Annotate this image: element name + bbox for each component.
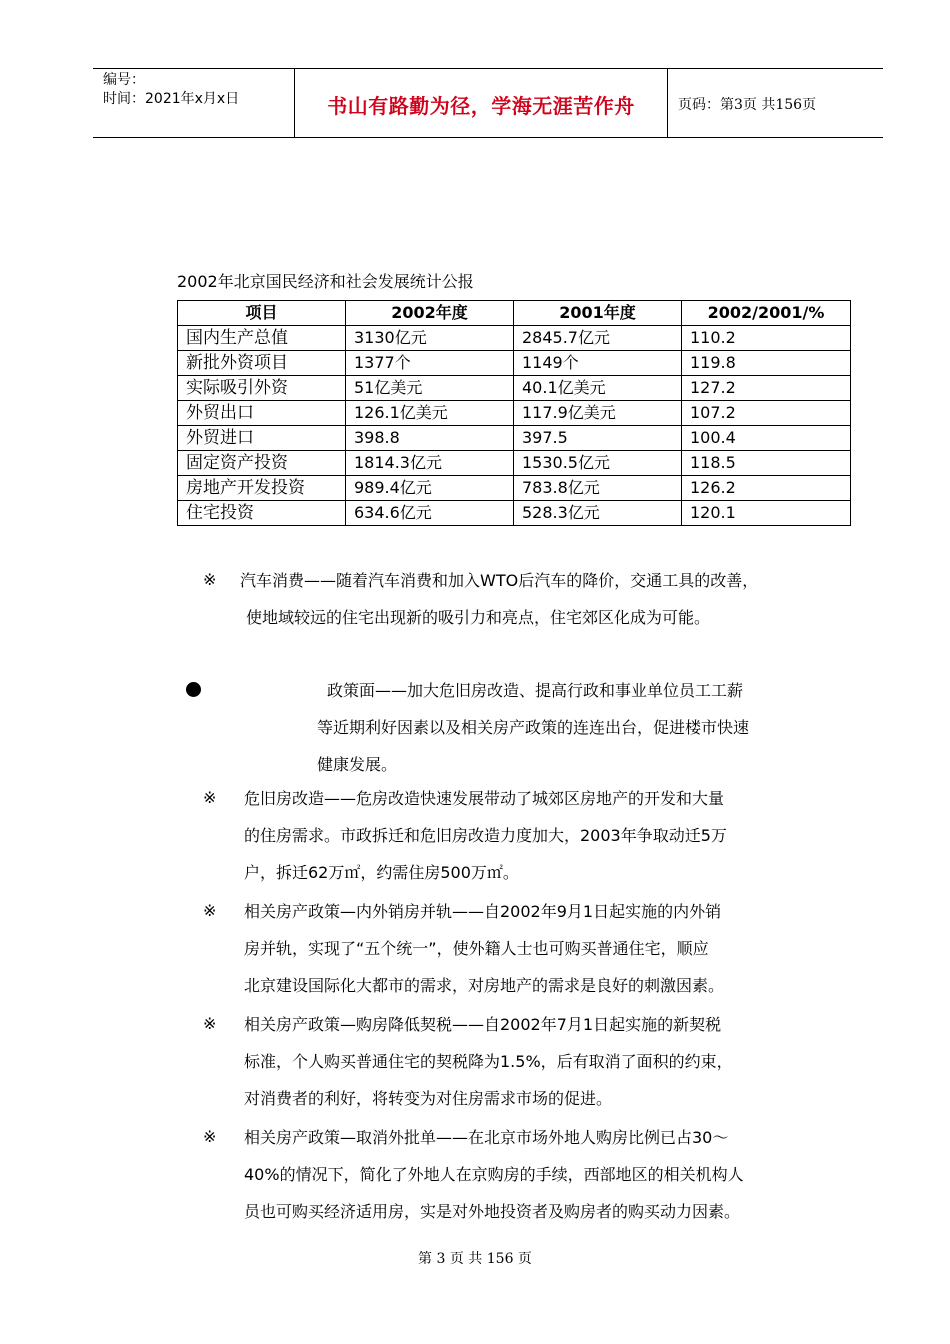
- table-row: [178, 326, 851, 351]
- text-line: 标准，个人购买普通住宅的契税降为1.5%，后有取消了面积的约束，: [244, 1052, 733, 1071]
- table-row: [178, 476, 851, 501]
- text-line: 对消费者的利好，将转变为对住房需求市场的促进。: [244, 1089, 613, 1108]
- text-line: 房并轨，实现了“五个统一”，使外籍人士也可购买普通住宅，顺应: [244, 939, 709, 958]
- text-line: 汽车消费——随着汽车消费和加入WTO后汽车的降价，交通工具的改善，: [240, 571, 759, 590]
- table-cell: 528.3亿元: [514, 501, 682, 526]
- text-line: 户，拆迁62万㎡，约需住房500万㎡。: [244, 863, 519, 882]
- reference-mark: ※: [203, 901, 217, 920]
- table-cell: 外贸进口: [178, 426, 346, 451]
- header-divider: [667, 69, 668, 137]
- column-header: 2002/2001/%: [682, 301, 851, 326]
- table-cell: 1149个: [514, 351, 682, 376]
- table-row: [178, 501, 851, 526]
- column-header: 项目: [178, 301, 346, 326]
- header-page-info: 页码：第3页 共156页: [678, 97, 817, 113]
- text-line: 北京建设国际化大都市的需求，对房地产的需求是良好的刺激因素。: [244, 976, 725, 995]
- text-line: 相关房产政策—取消外批单——在北京市场外地人购房比例已占30～: [244, 1128, 729, 1147]
- reference-mark: ※: [203, 1127, 217, 1146]
- statistics-table: [177, 300, 851, 526]
- table-cell: 119.8: [682, 351, 851, 376]
- text-line: 使地域较远的住宅出现新的吸引力和亮点，住宅郊区化成为可能。: [246, 608, 711, 627]
- table-cell: 住宅投资: [178, 501, 346, 526]
- text-line: 危旧房改造——危房改造快速发展带动了城郊区房地产的开发和大量: [244, 789, 725, 808]
- table-cell: 1530.5亿元: [514, 451, 682, 476]
- table-row: [178, 351, 851, 376]
- column-header: 2001年度: [514, 301, 682, 326]
- table-cell: 房地产开发投资: [178, 476, 346, 501]
- car-paragraph: [240, 562, 758, 636]
- reference-mark: ※: [203, 570, 217, 589]
- table-cell: 国内生产总值: [178, 326, 346, 351]
- table-cell: 127.2: [682, 376, 851, 401]
- header-meta: [103, 71, 239, 109]
- column-header: 2002年度: [346, 301, 514, 326]
- text-line: 相关房产政策—内外销房并轨——自2002年9月1日起实施的内外销: [244, 902, 722, 921]
- table-row: [178, 451, 851, 476]
- time-label: 时间：2021年x月x日: [103, 91, 240, 107]
- table-cell: 3130亿元: [346, 326, 514, 351]
- reference-mark: ※: [203, 1014, 217, 1033]
- table-row: [178, 401, 851, 426]
- table-cell: 107.2: [682, 401, 851, 426]
- table-cell: 118.5: [682, 451, 851, 476]
- table-cell: 783.8亿元: [514, 476, 682, 501]
- text-line: 相关房产政策—购房降低契税——自2002年7月1日起实施的新契税: [244, 1015, 722, 1034]
- page-footer: 第 3 页 共 156 页: [418, 1251, 532, 1267]
- table-cell: 实际吸引外资: [178, 376, 346, 401]
- table-cell: 51亿美元: [346, 376, 514, 401]
- table-cell: 398.8: [346, 426, 514, 451]
- table-cell: 126.2: [682, 476, 851, 501]
- policy-item-paragraph: [244, 1006, 733, 1117]
- policy-item-paragraph: [244, 780, 727, 891]
- bullet-point: [186, 682, 201, 697]
- table-row: [178, 376, 851, 401]
- table-cell: 110.2: [682, 326, 851, 351]
- table-cell: 989.4亿元: [346, 476, 514, 501]
- table-cell: 117.9亿美元: [514, 401, 682, 426]
- table-row: [178, 426, 851, 451]
- reference-mark: ※: [203, 788, 217, 807]
- policy-item-paragraph: [244, 893, 724, 1004]
- table-cell: 397.5: [514, 426, 682, 451]
- table-cell: 126.1亿美元: [346, 401, 514, 426]
- header-motto: 书山有路勤为径，学海无涯苦作舟: [327, 94, 635, 118]
- table-cell: 40.1亿美元: [514, 376, 682, 401]
- text-line: 40%的情况下，简化了外地人在京购房的手续，西部地区的相关机构人: [244, 1165, 744, 1184]
- text-line: 的住房需求。市政拆迁和危旧房改造力度加大，2003年争取动迁5万: [244, 826, 727, 845]
- text-line: 等近期利好因素以及相关房产政策的连连出台，促进楼市快速: [317, 718, 750, 737]
- table-cell: 1377个: [346, 351, 514, 376]
- text-line: 员也可购买经济适用房，实是对外地投资者及购房者的购买动力因素。: [244, 1202, 741, 1221]
- page-header: [93, 68, 883, 138]
- table-cell: 新批外资项目: [178, 351, 346, 376]
- number-label: 编号：: [103, 72, 145, 88]
- policy-paragraph-rest: [317, 709, 749, 783]
- table-caption: 2002年北京国民经济和社会发展统计公报: [177, 272, 474, 291]
- table-cell: 634.6亿元: [346, 501, 514, 526]
- table-cell: 外贸出口: [178, 401, 346, 426]
- policy-item-paragraph: [244, 1119, 744, 1230]
- table-header-row: [178, 301, 851, 326]
- policy-line-1: 政策面——加大危旧房改造、提高行政和事业单位员工工薪: [327, 681, 744, 700]
- table-cell: 1814.3亿元: [346, 451, 514, 476]
- table-cell: 100.4: [682, 426, 851, 451]
- table-cell: 2845.7亿元: [514, 326, 682, 351]
- text-line: 健康发展。: [317, 755, 398, 774]
- table-cell: 120.1: [682, 501, 851, 526]
- table-cell: 固定资产投资: [178, 451, 346, 476]
